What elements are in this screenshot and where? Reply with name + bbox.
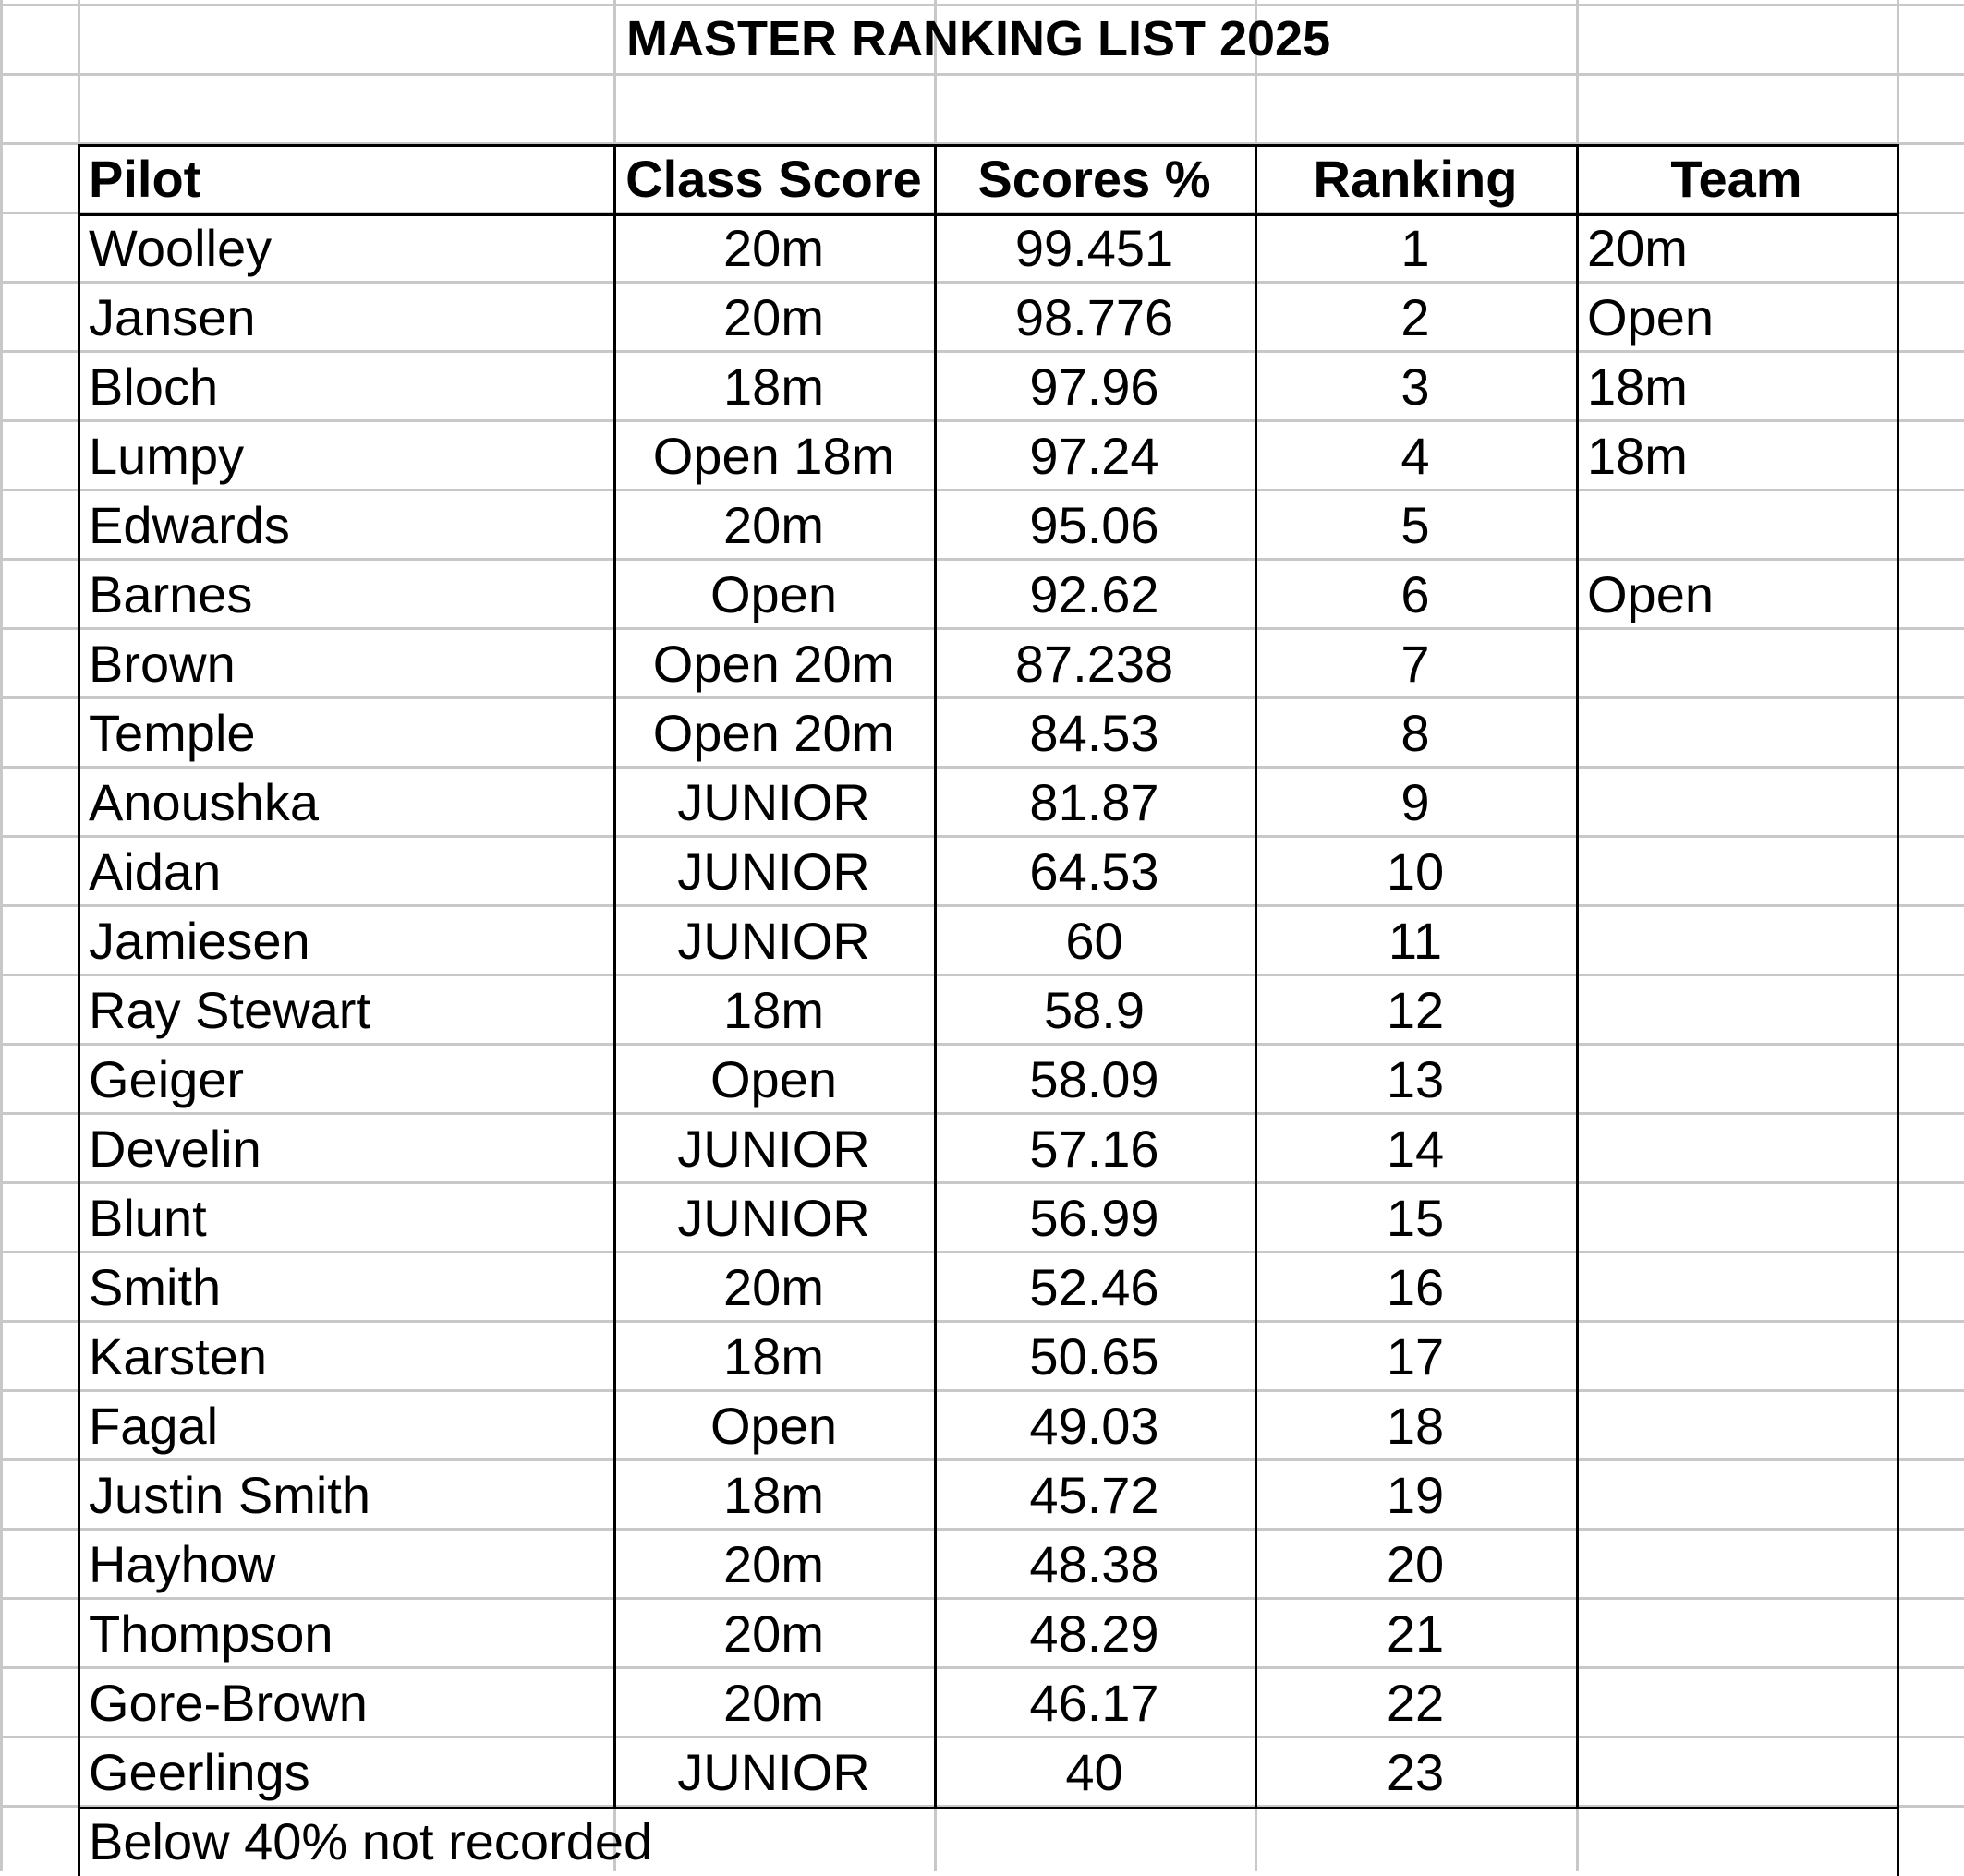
cell-class-score[interactable]: Open (710, 1396, 837, 1455)
cell-scores-pct[interactable]: 81.87 (1029, 772, 1159, 831)
cell-team[interactable] (1576, 975, 1897, 1045)
cell-team[interactable] (1576, 1668, 1897, 1737)
cell-scores-pct[interactable]: 48.38 (1029, 1534, 1159, 1593)
cell-scores-pct[interactable]: 99.451 (1014, 218, 1174, 277)
cell-ranking[interactable]: 6 (1400, 564, 1430, 623)
header-class-score[interactable]: Class Score (625, 149, 922, 208)
cell-pilot[interactable]: Gore-Brown (89, 1673, 368, 1732)
header-pilot[interactable]: Pilot (89, 149, 201, 208)
cell-class-score[interactable]: Open (710, 1049, 837, 1108)
cell-class-score[interactable]: 18m (723, 1465, 824, 1524)
cell-pilot[interactable]: Brown (89, 634, 236, 693)
cell-ranking[interactable]: 21 (1386, 1604, 1445, 1663)
cell-class-score[interactable]: 20m (723, 495, 824, 554)
cell-ranking[interactable]: 20 (1386, 1534, 1445, 1593)
cell-pilot[interactable]: Edwards (89, 495, 290, 554)
cell-pilot[interactable]: Karsten (89, 1326, 267, 1386)
cell-class-score[interactable]: 18m (723, 1326, 824, 1386)
cell-team[interactable] (1576, 1391, 1897, 1460)
cell-team[interactable] (1576, 1322, 1897, 1391)
cell-scores-pct[interactable]: 97.96 (1029, 357, 1159, 416)
cell-pilot[interactable]: Geerlings (89, 1742, 310, 1801)
header-ranking[interactable]: Ranking (1313, 149, 1518, 208)
cell-scores-pct[interactable]: 92.62 (1029, 564, 1159, 623)
cell-pilot[interactable]: Geiger (89, 1049, 245, 1108)
cell-class-score[interactable]: JUNIOR (677, 1742, 870, 1801)
cell-scores-pct[interactable]: 58.09 (1029, 1049, 1159, 1108)
cell-team[interactable] (1576, 1183, 1897, 1253)
cell-scores-pct[interactable]: 64.53 (1029, 841, 1159, 901)
cell-pilot[interactable]: Thompson (89, 1604, 333, 1663)
cell-team[interactable] (1576, 1045, 1897, 1114)
cell-pilot[interactable]: Blunt (89, 1188, 207, 1247)
cell-ranking[interactable]: 8 (1400, 703, 1430, 762)
cell-ranking[interactable]: 22 (1386, 1673, 1445, 1732)
cell-scores-pct[interactable]: 56.99 (1029, 1188, 1159, 1247)
cell-scores-pct[interactable]: 45.72 (1029, 1465, 1159, 1524)
cell-pilot[interactable]: Aidan (89, 841, 222, 901)
cell-class-score[interactable]: 20m (723, 1257, 824, 1316)
header-team[interactable]: Team (1670, 149, 1802, 208)
cell-team[interactable] (1576, 1599, 1897, 1668)
cell-class-score[interactable]: JUNIOR (677, 841, 870, 901)
cell-class-score[interactable]: Open 20m (652, 634, 895, 693)
cell-pilot[interactable]: Bloch (89, 357, 219, 416)
cell-scores-pct[interactable]: 97.24 (1029, 426, 1159, 485)
cell-scores-pct[interactable]: 58.9 (1044, 980, 1145, 1039)
cell-ranking[interactable]: 2 (1400, 287, 1430, 346)
cell-pilot[interactable]: Smith (89, 1257, 222, 1316)
cell-pilot[interactable]: Jamiesen (89, 911, 310, 970)
cell-team[interactable] (1576, 1737, 1897, 1807)
cell-team[interactable] (1576, 1114, 1897, 1183)
cell-ranking[interactable]: 14 (1386, 1119, 1445, 1178)
cell-ranking[interactable]: 13 (1386, 1049, 1445, 1108)
cell-team[interactable] (1576, 1530, 1897, 1599)
cell-scores-pct[interactable]: 52.46 (1029, 1257, 1159, 1316)
cell-scores-pct[interactable]: 60 (1065, 911, 1123, 970)
cell-scores-pct[interactable]: 48.29 (1029, 1604, 1159, 1663)
table-border-horizontal (78, 144, 1899, 147)
cell-ranking[interactable]: 1 (1400, 218, 1430, 277)
table-border-vertical (1255, 144, 1257, 1807)
cell-class-score[interactable]: JUNIOR (677, 1188, 870, 1247)
gridline-vertical (0, 0, 3, 1871)
cell-class-score[interactable]: 20m (723, 287, 824, 346)
cell-pilot[interactable]: Temple (89, 703, 256, 762)
cell-scores-pct[interactable]: 57.16 (1029, 1119, 1159, 1178)
cell-ranking[interactable]: 23 (1386, 1742, 1445, 1801)
cell-pilot[interactable]: Ray Stewart (89, 980, 370, 1039)
table-border-vertical (934, 144, 937, 1807)
cell-class-score[interactable]: 20m (723, 1534, 824, 1593)
table-border-vertical (78, 144, 80, 1807)
cell-team[interactable]: Open (1587, 564, 1714, 623)
table-border-horizontal (78, 213, 1899, 216)
cell-class-score[interactable]: 20m (723, 218, 824, 277)
cell-team[interactable] (1576, 1253, 1897, 1322)
cell-class-score[interactable]: Open 20m (652, 703, 895, 762)
cell-class-score[interactable]: 20m (723, 1604, 824, 1663)
cell-pilot[interactable]: Woolley (89, 218, 273, 277)
cell-class-score[interactable]: JUNIOR (677, 911, 870, 970)
cell-pilot[interactable]: Fagal (89, 1396, 219, 1455)
cell-scores-pct[interactable]: 95.06 (1029, 495, 1159, 554)
cell-ranking[interactable]: 16 (1386, 1257, 1445, 1316)
cell-class-score[interactable]: JUNIOR (677, 1119, 870, 1178)
cell-scores-pct[interactable]: 50.65 (1029, 1326, 1159, 1386)
cell-ranking[interactable]: 4 (1400, 426, 1430, 485)
cell-ranking[interactable]: 7 (1400, 634, 1430, 693)
cell-team[interactable] (1576, 1460, 1897, 1530)
cell-team[interactable] (1576, 629, 1897, 698)
cell-scores-pct[interactable]: 49.03 (1029, 1396, 1159, 1455)
cell-team[interactable] (1576, 698, 1897, 768)
cell-ranking[interactable]: 5 (1400, 495, 1430, 554)
cell-ranking[interactable]: 11 (1388, 911, 1443, 970)
cell-team[interactable] (1576, 768, 1897, 837)
cell-pilot[interactable]: Lumpy (89, 426, 245, 485)
cell-ranking[interactable]: 18 (1386, 1396, 1445, 1455)
cell-scores-pct[interactable]: 98.776 (1014, 287, 1174, 346)
cell-ranking[interactable]: 15 (1386, 1188, 1445, 1247)
cell-team[interactable]: 20m (1587, 218, 1688, 277)
cell-ranking[interactable]: 9 (1400, 772, 1430, 831)
cell-pilot[interactable]: Justin Smith (89, 1465, 370, 1524)
cell-scores-pct[interactable]: 46.17 (1029, 1673, 1159, 1732)
cell-class-score[interactable]: JUNIOR (677, 772, 870, 831)
table-border-vertical (1576, 144, 1579, 1807)
cell-ranking[interactable]: 10 (1386, 841, 1445, 901)
cell-scores-pct[interactable]: 40 (1065, 1742, 1123, 1801)
cell-scores-pct[interactable]: 84.53 (1029, 703, 1159, 762)
cell-pilot[interactable]: Hayhow (89, 1534, 276, 1593)
header-scores-pct[interactable]: Scores % (977, 149, 1211, 208)
cell-scores-pct[interactable]: 87.238 (1014, 634, 1174, 693)
cell-team[interactable] (1576, 837, 1897, 906)
cell-team[interactable] (1576, 490, 1897, 560)
cell-team[interactable]: Open (1587, 287, 1714, 346)
table-border-vertical (1897, 1807, 1899, 1876)
cell-pilot[interactable]: Jansen (89, 287, 256, 346)
cell-team[interactable]: 18m (1587, 426, 1688, 485)
table-border-vertical (613, 144, 616, 1807)
cell-class-score[interactable]: 20m (723, 1673, 824, 1732)
cell-ranking[interactable]: 12 (1386, 980, 1445, 1039)
cell-pilot[interactable]: Barnes (89, 564, 253, 623)
cell-class-score[interactable]: Open 18m (652, 426, 895, 485)
cell-pilot[interactable]: Develin (89, 1119, 261, 1178)
cell-pilot[interactable]: Anoushka (89, 772, 320, 831)
cell-class-score[interactable]: Open (710, 564, 837, 623)
cell-team[interactable]: 18m (1587, 357, 1688, 416)
cell-ranking[interactable]: 17 (1386, 1326, 1445, 1386)
footer-note[interactable]: Below 40% not recorded (89, 1811, 653, 1870)
cell-class-score[interactable]: 18m (723, 357, 824, 416)
cell-class-score[interactable]: 18m (723, 980, 824, 1039)
cell-ranking[interactable]: 3 (1400, 357, 1430, 416)
cell-ranking[interactable]: 19 (1386, 1465, 1445, 1524)
cell-team[interactable] (1576, 906, 1897, 975)
table-border-vertical (1897, 144, 1899, 1807)
sheet-title[interactable]: MASTER RANKING LIST 2025 (626, 11, 1331, 67)
